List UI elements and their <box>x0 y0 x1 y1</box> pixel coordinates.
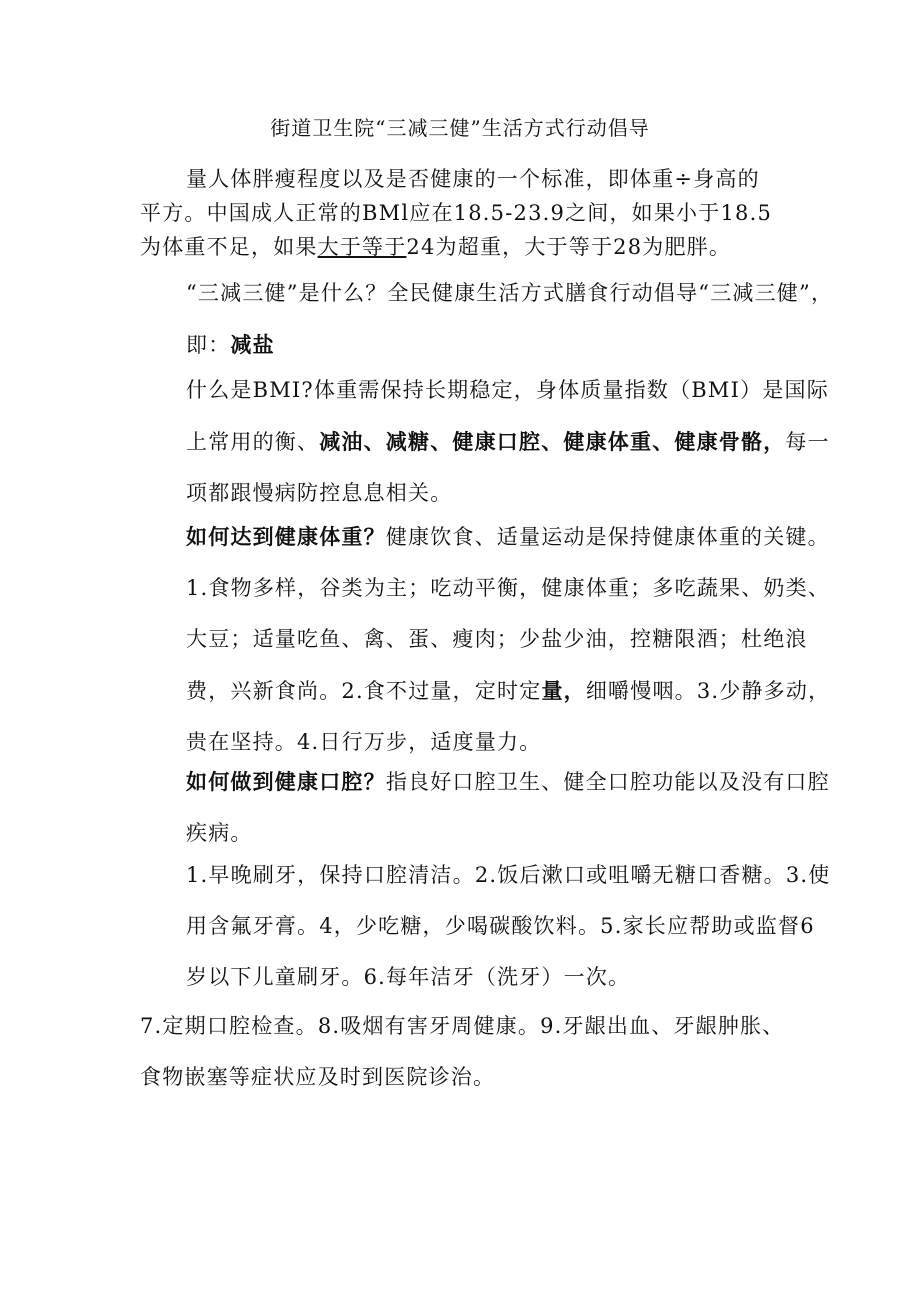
document-title: 街道卫生院“三减三健”生活方式行动倡导 <box>270 116 650 140</box>
bmi-line-3 <box>140 230 790 264</box>
bmi-line-3-end: 24为超重，大于等于28为肥胖。 <box>406 235 732 259</box>
intro-text: “三减三健”是什么？全民健康生活方式膳食行动倡导“三减三健”，即： <box>186 281 834 357</box>
bmi-line-2: 平方。中国成人正常的BMl应在18.5-23.9之间，如果小于18.5 <box>140 201 773 225</box>
bmi-question-paragraph <box>140 365 836 519</box>
oral-health-paragraph <box>140 756 836 859</box>
bmi-question-text: 什么是BMI?体重需保持长期稳定，身体质量指数（BMI）是国际上常用的衡、 <box>186 378 829 454</box>
oral-health-heading: 如何做到健康口腔？ <box>186 769 386 794</box>
reduce-salt-bold: 减盐 <box>230 332 275 357</box>
bmi-line-3-start: 为体重不足，如果 <box>140 235 318 259</box>
healthy-weight-text-1: 健康饮食、适量运动是保持健康体重的关键。1.食物多样，谷类为主；吃动平衡，健康体重；多吃蔬果、奶类、大豆；适量吃鱼、禽、蛋、瘦肉；少盐少油，控糖限酒；杜绝浪费，兴新食尚。2.食不过量，定时定 <box>186 525 831 703</box>
underlined-phrase: 大于等于 <box>317 235 407 259</box>
healthy-weight-bold: 量， <box>541 678 586 703</box>
oral-tips-continued-paragraph: 7.定期口腔检查。8.吸烟有害牙周健康。9.牙龈出血、牙龈肿胀、食物嵌塞等症状应及时到医院诊治。 <box>140 1014 785 1089</box>
bmi-question-tail: 每一项都跟慢病防控息息相关。 <box>186 430 830 505</box>
healthy-weight-heading: 如何达到健康体重？ <box>186 524 386 549</box>
healthy-weight-paragraph <box>140 511 836 768</box>
oral-tips-paragraph: 1.早晚刷牙，保持口腔清洁。2.饭后漱口或咀嚼无糖口香糖。3.使用含氟牙膏。4，少吃糖，少喝碳酸饮料。5.家长应帮助或监督6岁以下儿童刷牙。6.每年洁牙（洗牙）一次。 <box>186 863 831 989</box>
oral-health-text: 指良好口腔卫生、健全口腔功能以及没有口腔疾病。 <box>186 770 830 845</box>
three-reduce-list-bold: 减油、减糖、健康口腔、健康体重、健康骨骼， <box>319 429 786 454</box>
bmi-line-1: 量人体胖瘦程度以及是否健康的一个标准，即体重÷身高的 <box>186 167 760 191</box>
bmi-definition-paragraph <box>140 162 790 264</box>
three-reduce-intro-paragraph <box>140 268 836 371</box>
healthy-weight-text-2: 细嚼慢咽。3.少静多动，贵在坚持。4.日行万步，适度量力。 <box>186 679 831 754</box>
